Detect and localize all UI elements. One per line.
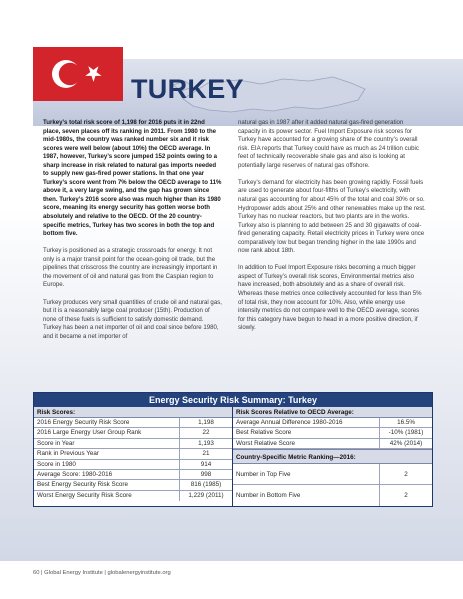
table-title: Energy Security Risk Summary: Turkey <box>34 393 432 407</box>
lead-paragraph: Turkey’s total risk score of 1,198 for 2016 puts it in 22nd place, seven places off its ranking in 2011. From 1980 to the mid-1980s, the country was ranked number six and it risk scores were well below (about 10%) the OECD average. In 1987, however, Turkey’s score jumped 152 points owing to a sharp increase in risk related to natural gas imports needed to supply new gas-fired power stations. In that one year Turkey’s score went from 7% below the OECD average to 11% above it, a very large swing, and the gap has grown since then. Turkey’s 2016 score also was much higher than its 1980 score, meaning its energy security has gotten worse both absolutely and relative to the OECD. Of the 20 country-specific metrics, Turkey has two scores in both the top and bottom five. <box>43 119 222 238</box>
paragraph: Turkey’s demand for electricity has been growing rapidly. Fossil fuels are used to generate about four-fifths of Turkey’s electricity, with natural gas accounting for about 45% of the total and coal 30% or so. Hydropower adds about 25% and other renewables make up the rest. Turkey has no nuclear reactors, but two plants are in the works. Turkey also is planning to add between 25 and 30 gigawatts of coal-fired generating capacity. Retail electricity prices in Turkey were once comparatively low but began trending higher in the late 1990s and now rank about 18th. <box>238 178 426 255</box>
table-section-header: Country-Specific Metric Ranking—2016: <box>233 449 432 464</box>
page-title: TURKEY <box>131 74 244 104</box>
table-row: Average Score: 1980-2016 998 <box>34 470 232 480</box>
right-text-column <box>238 119 426 341</box>
table-row: Score in Year 1,193 <box>34 439 232 449</box>
table-row: Rank in Previous Year 21 <box>34 449 232 459</box>
table-row: 2016 Energy Security Risk Score 1,198 <box>34 418 232 428</box>
paragraph: In addition to Fuel Import Exposure risks becoming a much bigger aspect of Turkey’s overall risk scores, Environmental metrics also have increased, both absolutely and as a share of overall risk. Whereas these metrics once collectively accounted for less than 5% of total risk, they now account for 10%. Also, while energy use intensity metrics do not compare well to the OECD average, scores for this category have begun to head in a more positive direction, if slowly. <box>238 264 422 332</box>
table-row: Score in 1980 914 <box>34 460 232 470</box>
table-row: Worst Energy Security Risk Score 1,229 (2011) <box>34 491 232 501</box>
table-row: Best Energy Security Risk Score 816 (1985) <box>34 480 232 490</box>
paragraph: Turkey produces very small quantities of crude oil and natural gas, but it is a reasonably large coal producer (15th). Production of none of these fuels is sufficient to satisfy domestic demand. Turkey has been a net importer of oil and coal since before 1980, and it became a net importer of <box>43 298 222 340</box>
table-row: Number in Top Five 2 <box>233 464 432 485</box>
paragraph: natural gas in 1987 after it added natural gas-fired generation capacity in its power sector. Fuel Import Exposure risk scores for Turkey have accounted for a growing share of the country’s overall risk. EIA reports that Turkey could have as much as 24 trillion cubic feet of technically recoverable shale gas and also is looking at potentially large reserves of natural gas offshore. <box>238 119 419 169</box>
table-row: Worst Relative Score 42% (2014) <box>233 439 432 449</box>
left-text-column <box>43 119 223 350</box>
risk-summary-table <box>33 392 433 507</box>
page-footer: 60 | Global Energy Institute | globalenergyinstitute.org <box>33 570 171 576</box>
relative-scores-column <box>233 407 432 506</box>
turkey-flag <box>33 47 123 101</box>
risk-scores-column <box>34 407 233 506</box>
table-row: 2016 Large Energy User Group Rank 22 <box>34 428 232 438</box>
table-row: Number in Bottom Five 2 <box>233 485 432 506</box>
table-row: Best Relative Score -10% (1981) <box>233 428 432 438</box>
table-section-header: Risk Scores: <box>34 407 232 418</box>
paragraph: Turkey is positioned as a strategic crossroads for energy. It not only is a major transit point for the ocean-going oil trade, but the pipelines that crisscross the country are increasingly important in the movement of oil and natural gas from the Caspian region to Europe. <box>43 247 218 289</box>
crescent-star-icon <box>33 47 123 101</box>
table-row: Average Annual Difference 1980-2016 16.5% <box>233 418 432 428</box>
table-section-header: Risk Scores Relative to OECD Average: <box>233 407 432 418</box>
